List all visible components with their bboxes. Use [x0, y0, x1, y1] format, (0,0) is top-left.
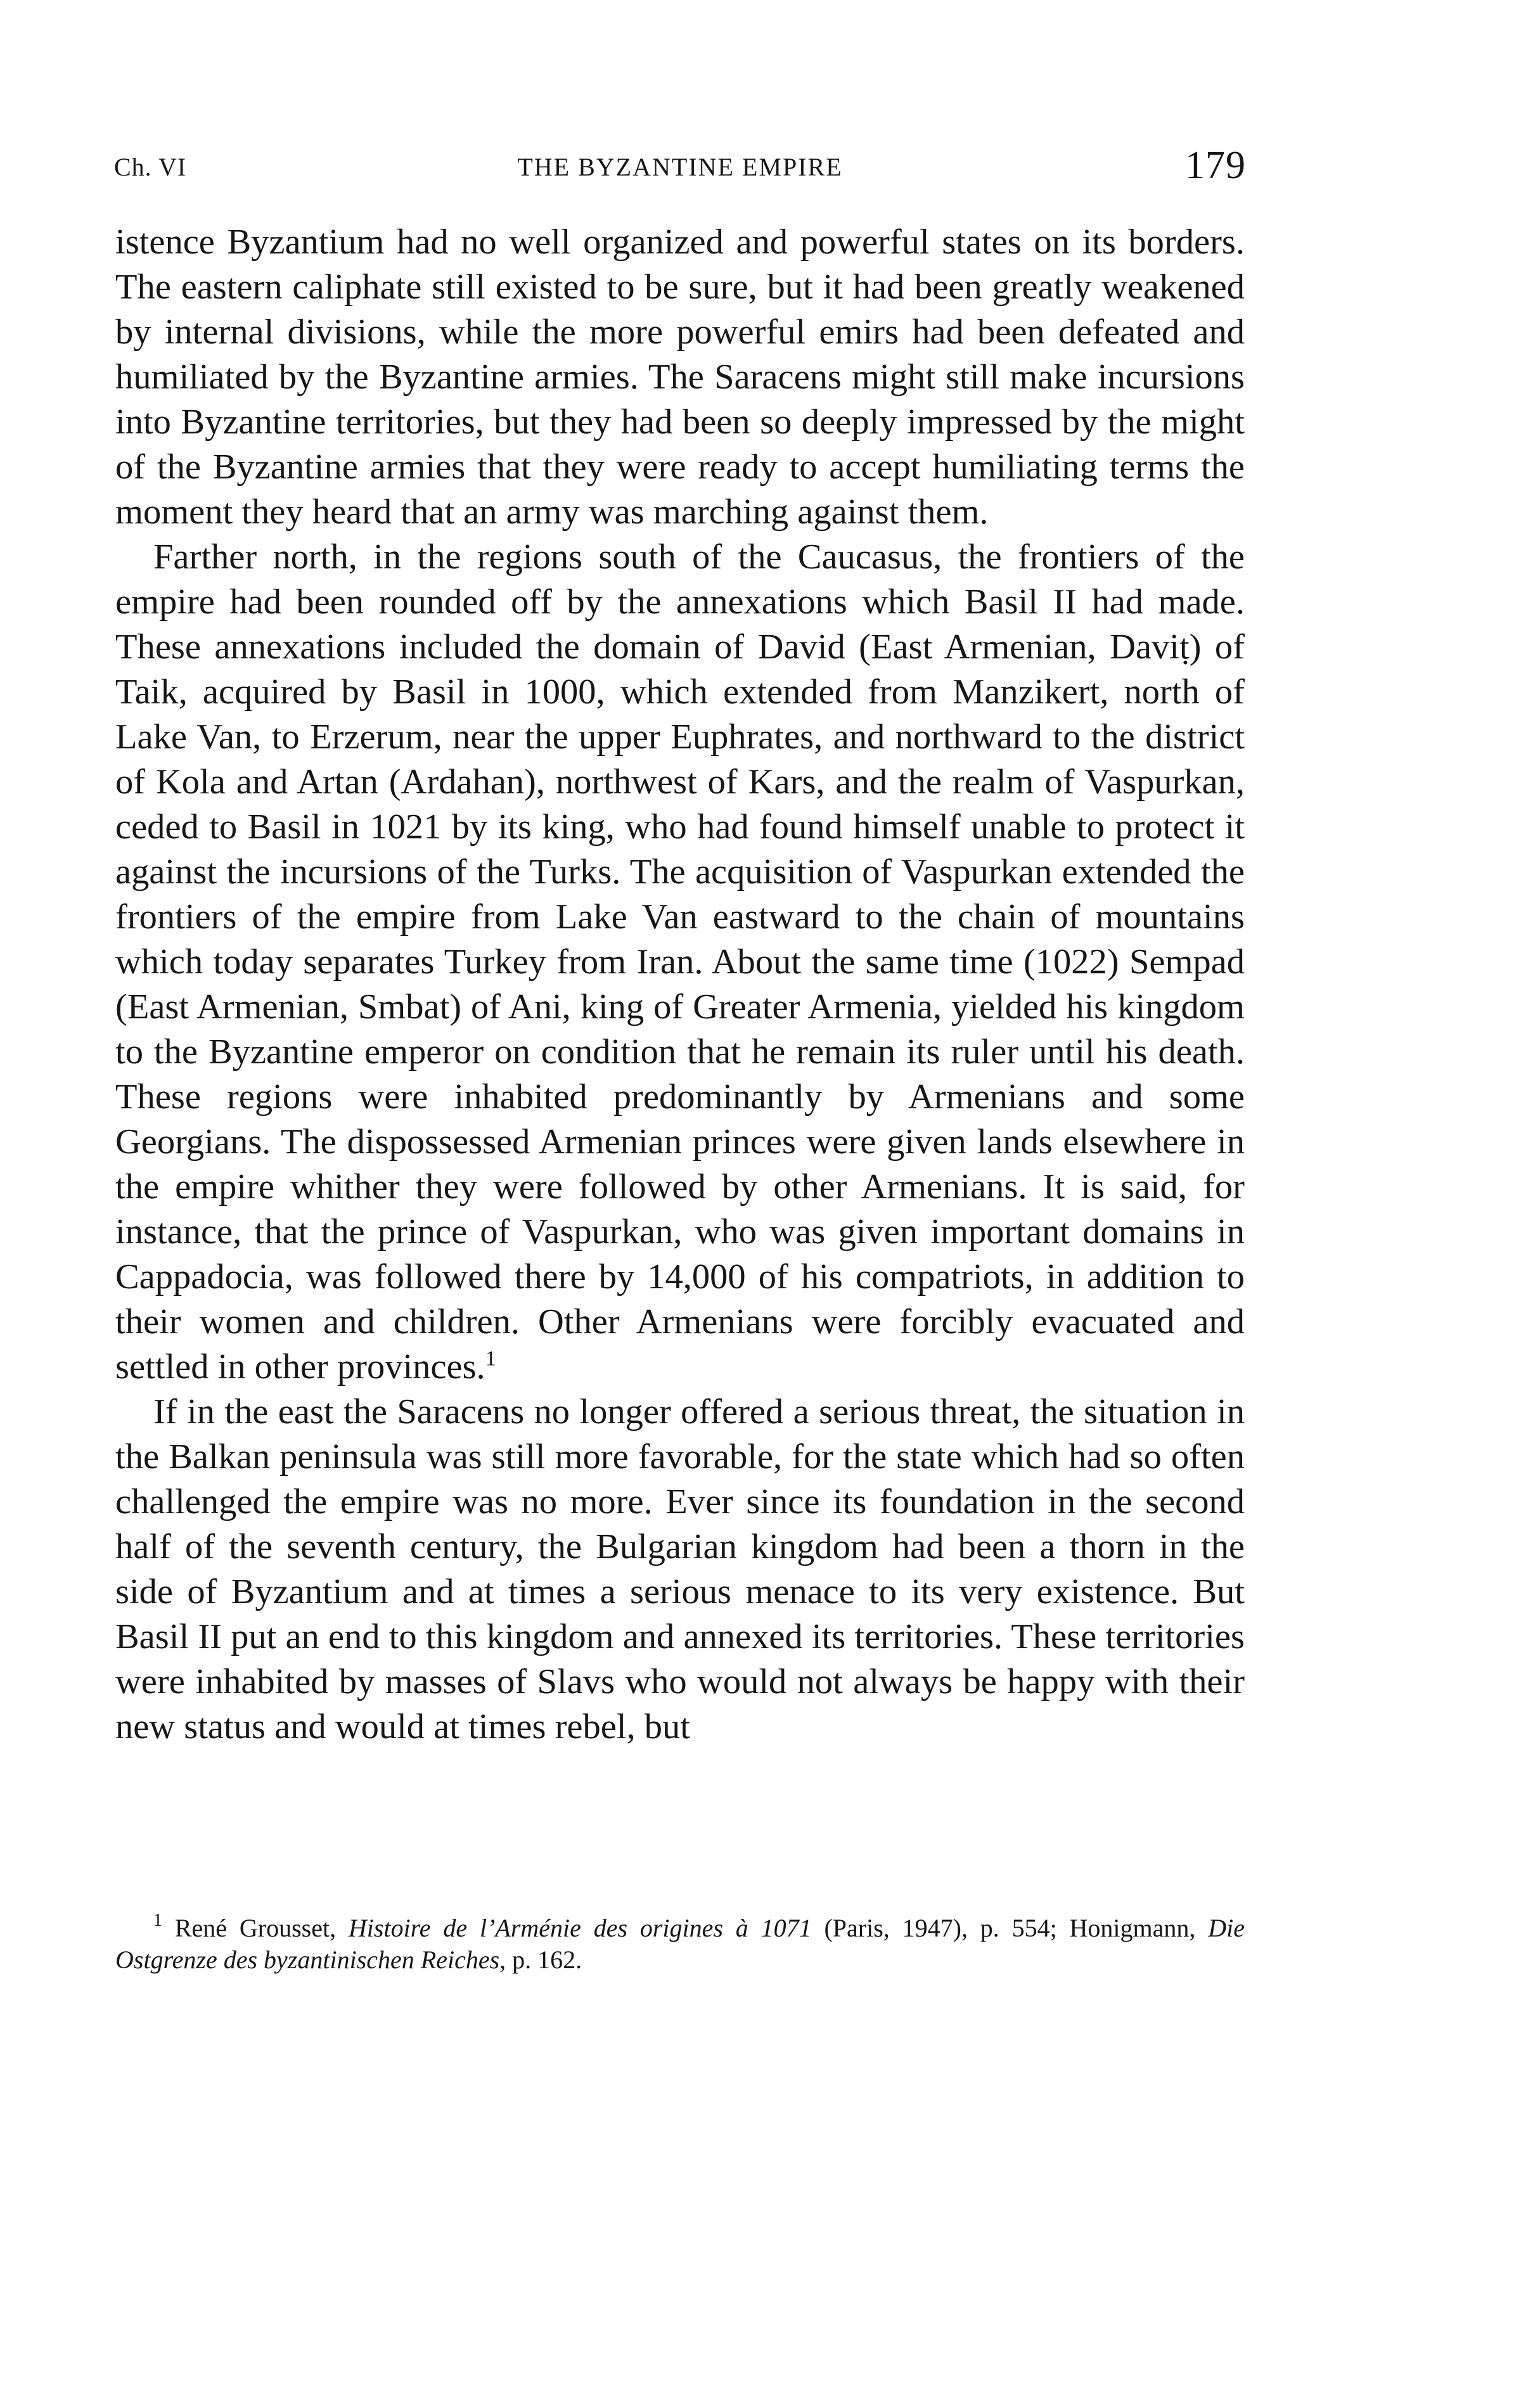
paragraph-1	[115, 220, 1245, 535]
paragraph-3-text: If in the east the Saracens no longer offered a serious threat, the situation in the Balkan peninsula was still more favorable, for the state which had so often challenged the empire was no more. Ever since its foundation in the second half of the seventh century, the Bulgarian kingdom had been a thorn in the side of Byzantium and at times a serious menace to its very existence. But Basil II put an end to this kingdom and annexed its territories. These territories were inhabited by masses of Slavs who would not always be happy with their new status and would at times rebel, but	[115, 1392, 1245, 1746]
footnote-title-2: Die Ostgrenze des byzantinischen Reiches	[115, 1914, 1245, 1974]
paragraph-2	[115, 535, 1245, 1390]
body-text	[115, 220, 1245, 1750]
footnote-author-1: René Grousset,	[174, 1914, 349, 1942]
footnote-text-1: (Paris, 1947), p. 554; Honigmann,	[811, 1914, 1209, 1942]
footnote-1	[115, 1912, 1245, 1976]
footnote-reference[interactable]: 1	[485, 1347, 496, 1371]
page-number: 179	[1185, 144, 1246, 187]
running-head	[114, 143, 1246, 188]
paragraph-2-text: Farther north, in the regions south of the Caucasus, the frontiers of the empire had been rounded off by the annexations which Basil II had made. These annexations included the domain of David (East Armenian, Daviṭ) of Taik, acquired by Basil in 1000, which extended from Manzikert, north of Lake Van, to Erzerum, near the upper Euphrates, and northward to the district of Kola and Artan (Ardahan), northwest of Kars, and the realm of Vaspurkan, ceded to Basil in 1021 by its king, who had found himself unable to protect it against the incursions of the Turks. The acquisition of Vaspurkan extended the frontiers of the empire from Lake Van eastward to the chain of mountains which today separates Turkey from Iran. About the same time (1022) Sempad (East Armenian, Smbat) of Ani, king of Greater Armenia, yielded his kingdom to the Byzantine emperor on condition that he remain its ruler until his death. These regions were inhabited predominantly by Armenians and some Georgians. The dispossessed Armenian princes were given lands elsewhere in the empire whither they were followed by other Armenians. It is said, for instance, that the prince of Vaspurkan, who was given important domains in Cappadocia, was followed there by 14,000 of his compatriots, in addition to their women and children. Other Armenians were forcibly evacuated and settled in other provinces.	[115, 537, 1245, 1387]
footnote-mark: 1	[153, 1911, 162, 1931]
paragraph-1-text: istence Byzantium had no well organized and powerful states on its borders. The eastern caliphate still existed to be sure, but it had been greatly weakened by internal divisions, while the more powerful emirs had been defeated and humiliated by the Byzantine armies. The Saracens might still make incursions into Byzantine territories, but they had been so deeply impressed by the might of the Byzantine armies that they were ready to accept humiliating terms the moment they heard that an army was marching against them.	[115, 222, 1245, 532]
footnote-title-1: Histoire de l’Arménie des origines à 1071	[348, 1914, 812, 1942]
chapter-label: Ch. VI	[114, 153, 187, 181]
footnotes	[115, 1912, 1245, 1976]
running-title: THE BYZANTINE EMPIRE	[517, 153, 843, 181]
paragraph-3	[115, 1390, 1245, 1750]
footnote-text-2: , p. 162.	[499, 1945, 582, 1974]
